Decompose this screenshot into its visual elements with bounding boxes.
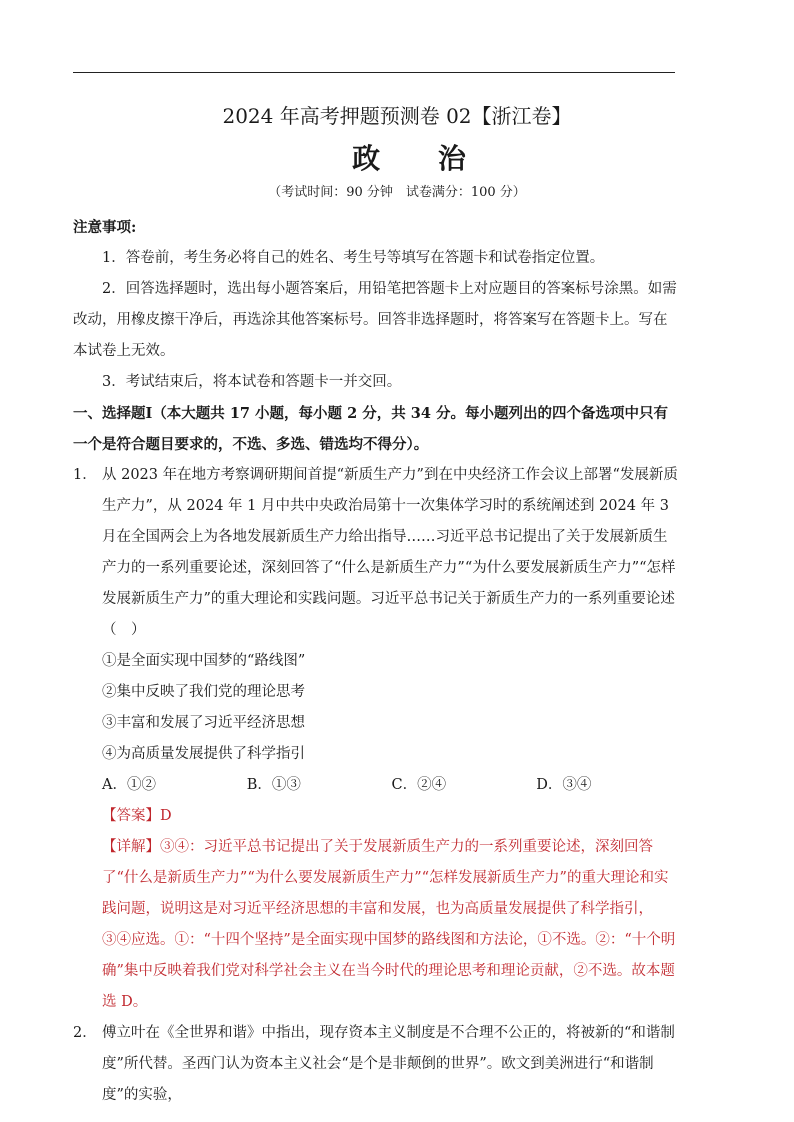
notice-item: 2．回答选择题时，选出每小题答案后，用铅笔把答题卡上对应题目的答案标号涂黑。如需改动，用橡皮擦干净后，再选涂其他答案标号。回答非选择题时，将答案写在答题卡上。写在本试卷上无效。 bbox=[73, 281, 677, 359]
question-stem: 从 2023 年在地方考察调研期间首提“新质生产力”到在中央经济工作会议上部署“发展新质生产力”，从 2024 年 1 月中共中央政治局第十一次集体学习时的系统阐述到 2024 年 3 月在全国两会上为各地发展新质生产力给出指导……习近平总书记提出了关于发展新质生产力的一系列重要论述，深刻回答了“什么是新质生产力”“为什么要发展新质生产力”“怎样发展新质生产力”的重大理论和实践问题。习近平总书记关于新质生产力的一系列重要论述（ ） bbox=[102, 467, 678, 638]
notice-heading: 注意事项: bbox=[73, 219, 137, 236]
header-rule bbox=[73, 72, 675, 73]
notice-item: 3．考试结束后，将本试卷和答题卡一并交回。 bbox=[102, 374, 402, 390]
question-2 bbox=[73, 1018, 681, 1111]
question-1 bbox=[73, 460, 681, 646]
choice-c: C．②④ bbox=[391, 777, 447, 793]
choice-b: B．①③ bbox=[246, 777, 301, 793]
choice-a: A．①② bbox=[102, 777, 156, 793]
choice-d: D．③④ bbox=[536, 777, 592, 793]
exam-title: 2024 年高考押题预测卷 02【浙江卷】 bbox=[222, 104, 572, 128]
answer-choices bbox=[73, 770, 681, 801]
question-number: 2． bbox=[73, 1025, 97, 1041]
exam-info: （考试时间：90 分钟 试卷满分：100 分） bbox=[268, 185, 526, 200]
answer-key: 【答案】D bbox=[102, 808, 172, 824]
notice-item: 1．答卷前，考生务必将自己的姓名、考生号等填写在答题卡和试卷指定位置。 bbox=[102, 250, 605, 266]
section-heading: 一、选择题Ⅰ（本大题共 17 小题，每小题 2 分，共 34 分。每小题列出的四个备选项中只有一个是符合题目要求的，不选、多选、错选均不得分）。 bbox=[73, 405, 669, 453]
answer-explanation: 【详解】③④：习近平总书记提出了关于发展新质生产力的一系列重要论述，深刻回答了“什么是新质生产力”“为什么要发展新质生产力”“怎样发展新质生产力”的重大理论和实践问题，说明这是对习近平经济思想的丰富和发展，也为高质量发展提供了科学指引，③④应选。①：“十四个坚持”是全面实现中国梦的路线图和方法论，①不选。②：“十个明确”集中反映着我们党对科学社会主义在当今时代的理论思考和理论贡献，②不选。故本题选 D。 bbox=[102, 839, 676, 1010]
statement-option: ①是全面实现中国梦的“路线图” bbox=[102, 653, 306, 669]
exam-content bbox=[73, 212, 681, 1111]
statement-option: ②集中反映了我们党的理论思考 bbox=[102, 684, 305, 700]
statement-option: ③丰富和发展了习近平经济思想 bbox=[102, 715, 305, 731]
statement-option: ④为高质量发展提供了科学指引 bbox=[102, 746, 305, 762]
question-number: 1． bbox=[73, 467, 97, 483]
subject-title: 政 治 bbox=[352, 142, 490, 175]
question-stem: 傅立叶在《全世界和谐》中指出，现存资本主义制度是不合理不公正的，将被新的“和谐制度”所代替。圣西门认为资本主义社会“是个是非颠倒的世界”。欧文到美洲进行“和谐制度”的实验， bbox=[102, 1025, 675, 1103]
